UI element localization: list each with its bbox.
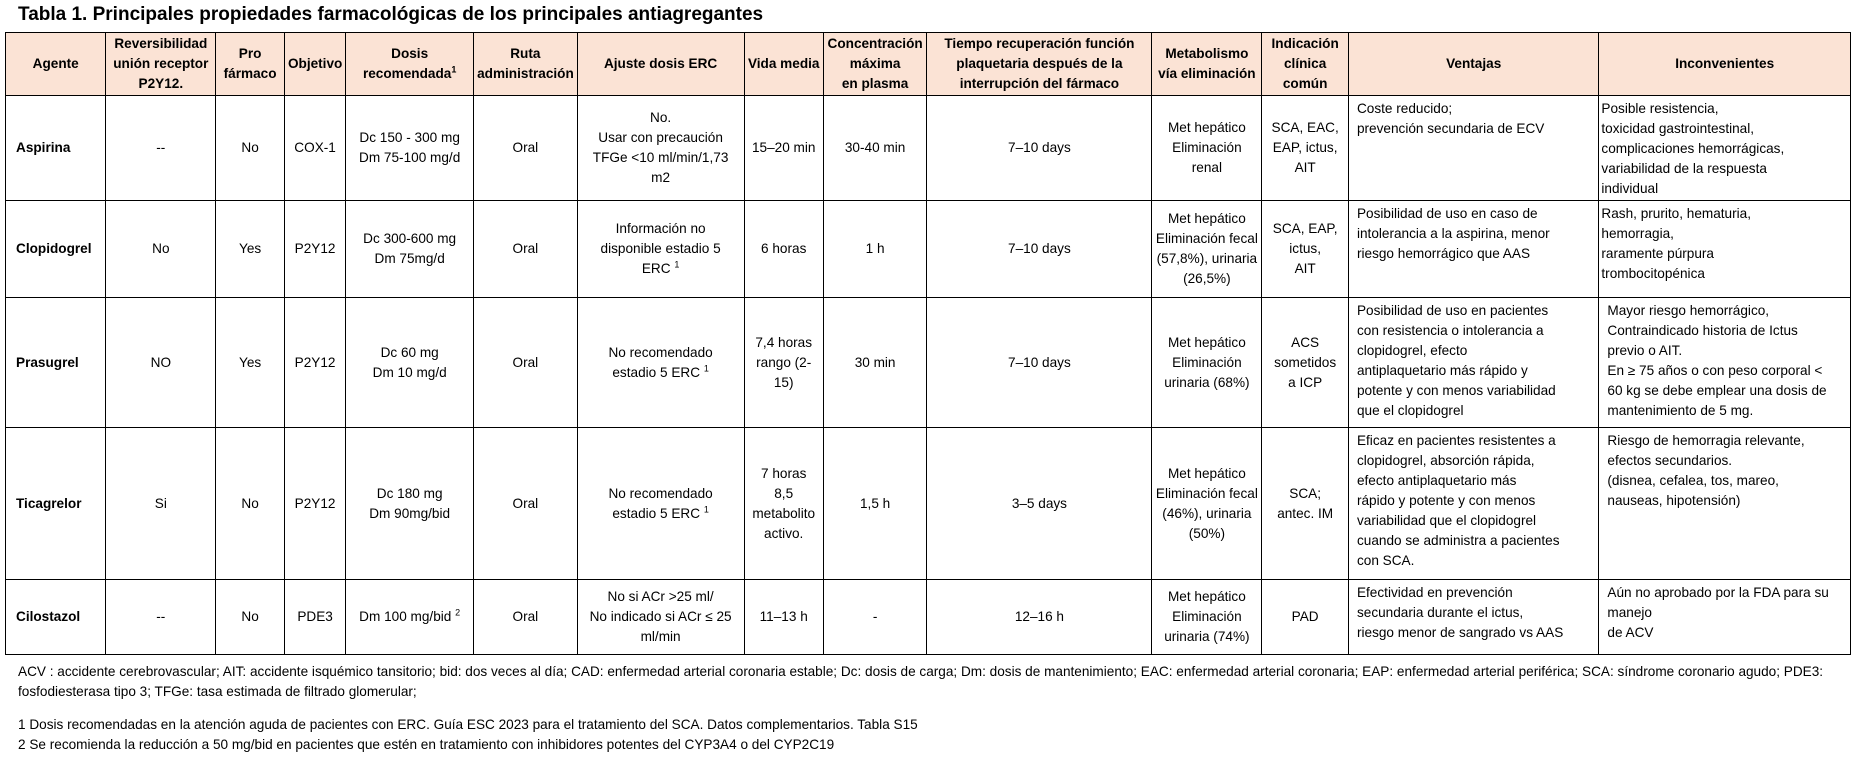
cell-metabolismo: Met hepático Eliminación urinaria (74%) — [1152, 580, 1262, 655]
cell-indicacion: SCA, EAP, ictus, AIT — [1262, 201, 1349, 298]
cell-dosis-text: Dm 100 mg/bid — [359, 609, 456, 624]
cell-vida-media: 6 horas — [744, 201, 823, 298]
cell-reversibilidad: Si — [106, 428, 216, 580]
header-indicacion: Indicación clínica común — [1262, 33, 1349, 96]
cell-agente: Prasugrel — [6, 298, 106, 428]
cell-recuperacion: 7–10 days — [927, 201, 1152, 298]
cell-recuperacion: 3–5 days — [927, 428, 1152, 580]
cell-dosis: Dc 300-600 mg Dm 75mg/d — [346, 201, 474, 298]
cell-objetivo: COX-1 — [284, 96, 345, 201]
cell-agente: Clopidogrel — [6, 201, 106, 298]
footnote-ref-1: 1 — [703, 362, 709, 373]
header-profarmaco: Pro fármaco — [216, 33, 285, 96]
cell-ventajas: Posibilidad de uso en pacientes con resistencia o intolerancia a clopidogrel, efecto antiplaquetario más rápido y potente y con menos variabilidad que el clopidogrel — [1348, 298, 1598, 428]
header-dosis-sup: 1 — [451, 64, 457, 75]
table-row-prasugrel — [6, 298, 1851, 428]
header-ajuste: Ajuste dosis ERC — [577, 33, 744, 96]
header-reversibilidad: Reversibilidad unión receptor P2Y12. — [106, 33, 216, 96]
table-title: Tabla 1. Principales propiedades farmacológicas de los principales antiagregantes — [18, 4, 764, 25]
footnote-1: 1 Dosis recomendadas en la atención aguda de pacientes con ERC. Guía ESC 2023 para el tratamiento del SCA. Datos complementarios. Tabla S15 — [18, 717, 918, 732]
footnote-ref-1: 1 — [674, 259, 680, 270]
cell-profarmaco: No — [216, 428, 285, 580]
cell-dosis — [346, 580, 474, 655]
cell-concentracion: 30-40 min — [823, 96, 927, 201]
cell-agente: Cilostazol — [6, 580, 106, 655]
cell-profarmaco: Yes — [216, 201, 285, 298]
cell-reversibilidad: NO — [106, 298, 216, 428]
header-vida-media: Vida media — [744, 33, 823, 96]
cell-ventajas: Coste reducido; prevención secundaria de ECV — [1348, 96, 1598, 201]
header-concentracion: Concentración máxima en plasma — [823, 33, 927, 96]
cell-dosis: Dc 180 mg Dm 90mg/bid — [346, 428, 474, 580]
cell-ruta: Oral — [474, 201, 578, 298]
cell-reversibilidad: -- — [106, 96, 216, 201]
cell-metabolismo: Met hepático Eliminación fecal (46%), urinaria (50%) — [1152, 428, 1262, 580]
table-notes — [18, 662, 1838, 755]
cell-objetivo: P2Y12 — [284, 298, 345, 428]
cell-recuperacion: 12–16 h — [927, 580, 1152, 655]
cell-ventajas: Eficaz en pacientes resistentes a clopidogrel, absorción rápida, efecto antiplaquetario más rápido y potente y con menos variabilidad que el clopidogrel cuando se administra a pacientes con SCA. — [1348, 428, 1598, 580]
cell-concentracion: - — [823, 580, 927, 655]
cell-indicacion: SCA, EAC, EAP, ictus, AIT — [1262, 96, 1349, 201]
cell-ajuste-text: No recomendado estadio 5 ERC — [608, 485, 713, 521]
cell-ruta: Oral — [474, 428, 578, 580]
cell-indicacion: PAD — [1262, 580, 1349, 655]
cell-objetivo: P2Y12 — [284, 428, 345, 580]
cell-ruta: Oral — [474, 298, 578, 428]
cell-concentracion: 30 min — [823, 298, 927, 428]
cell-inconvenientes: Mayor riesgo hemorrágico, Contraindicado historia de Ictus previo o AIT. En ≥ 75 años o con peso corporal < 60 kg se debe emplear una dosis de mantenimiento de 5 mg. — [1599, 298, 1851, 428]
cell-metabolismo: Met hepático Eliminación renal — [1152, 96, 1262, 201]
header-ventajas: Ventajas — [1348, 33, 1598, 96]
cell-concentracion: 1,5 h — [823, 428, 927, 580]
footnote-ref-1: 1 — [703, 503, 709, 514]
cell-objetivo: PDE3 — [284, 580, 345, 655]
cell-vida-media: 15–20 min — [744, 96, 823, 201]
cell-profarmaco: No — [216, 580, 285, 655]
cell-metabolismo: Met hepático Eliminación urinaria (68%) — [1152, 298, 1262, 428]
cell-ajuste-text: Información no disponible estadio 5 ERC — [600, 221, 721, 276]
cell-agente: Ticagrelor — [6, 428, 106, 580]
cell-recuperacion: 7–10 days — [927, 298, 1152, 428]
header-objetivo: Objetivo — [284, 33, 345, 96]
cell-ventajas: Efectividad en prevención secundaria durante el ictus, riesgo menor de sangrado vs AAS — [1348, 580, 1598, 655]
cell-inconvenientes: Posible resistencia, toxicidad gastrointestinal, complicaciones hemorrágicas, variabilidad de la respuesta individual — [1599, 96, 1851, 201]
pharmacology-table — [5, 32, 1851, 655]
cell-objetivo: P2Y12 — [284, 201, 345, 298]
header-metabolismo: Metabolismo vía eliminación — [1152, 33, 1262, 96]
header-dosis-label: Dosis recomendada — [362, 46, 452, 81]
cell-inconvenientes: Aún no aprobado por la FDA para su manejo de ACV — [1599, 580, 1851, 655]
header-row — [6, 33, 1851, 96]
header-agente: Agente — [6, 33, 106, 96]
cell-metabolismo: Met hepático Eliminación fecal (57,8%), urinaria (26,5%) — [1152, 201, 1262, 298]
cell-inconvenientes: Rash, prurito, hematuria, hemorragia, raramente púrpura trombocitopénica — [1599, 201, 1851, 298]
cell-dosis: Dc 60 mg Dm 10 mg/d — [346, 298, 474, 428]
cell-reversibilidad: No — [106, 201, 216, 298]
cell-recuperacion: 7–10 days — [927, 96, 1152, 201]
cell-dosis: Dc 150 - 300 mg Dm 75-100 mg/d — [346, 96, 474, 201]
cell-vida-media: 7,4 horas rango (2-15) — [744, 298, 823, 428]
cell-ajuste — [577, 201, 744, 298]
table-row-ticagrelor — [6, 428, 1851, 580]
cell-vida-media: 11–13 h — [744, 580, 823, 655]
cell-profarmaco: Yes — [216, 298, 285, 428]
header-inconvenientes: Inconvenientes — [1599, 33, 1851, 96]
cell-ajuste — [577, 298, 744, 428]
cell-ruta: Oral — [474, 96, 578, 201]
cell-ajuste-text: No recomendado estadio 5 ERC — [608, 344, 713, 380]
cell-inconvenientes: Riesgo de hemorragia relevante, efectos secundarios. (disnea, cefalea, tos, mareo, nauseas, hipotensión) — [1599, 428, 1851, 580]
table-row-cilostazol — [6, 580, 1851, 655]
header-dosis — [346, 33, 474, 96]
cell-ajuste — [577, 428, 744, 580]
cell-indicacion: SCA; antec. IM — [1262, 428, 1349, 580]
cell-ruta: Oral — [474, 580, 578, 655]
cell-concentracion: 1 h — [823, 201, 927, 298]
cell-reversibilidad: -- — [106, 580, 216, 655]
cell-ajuste: No. Usar con precaución TFGe <10 ml/min/1,73 m2 — [577, 96, 744, 201]
cell-ventajas: Posibilidad de uso en caso de intolerancia a la aspirina, menor riesgo hemorrágico que AAS — [1348, 201, 1598, 298]
cell-profarmaco: No — [216, 96, 285, 201]
footnote-ref-2: 2 — [455, 607, 461, 618]
cell-ajuste: No si ACr >25 ml/ No indicado si ACr ≤ 25 ml/min — [577, 580, 744, 655]
abbreviations-note: ACV : accidente cerebrovascular; AIT: accidente isquémico tansitorio; bid: dos veces al día; CAD: enfermedad arterial coronaria estable; Dc: dosis de carga; Dm: dosis de mantenimiento; EAC: enfermedad arterial coronaria; EAP: enfermedad arterial periférica; SCA: síndrome coronario agudo; PDE3: fosfodiesterasa tipo 3; TFGe: tasa estimada de filtrado glomerular; — [18, 664, 1824, 699]
table-row-clopidogrel — [6, 201, 1851, 298]
header-ruta: Ruta administración — [474, 33, 578, 96]
footnote-2: 2 Se recomienda la reducción a 50 mg/bid en pacientes que estén en tratamiento con inhibidores potentes del CYP3A4 o del CYP2C19 — [18, 737, 835, 752]
cell-vida-media: 7 horas 8,5 metabolito activo. — [744, 428, 823, 580]
table-row-aspirina — [6, 96, 1851, 201]
header-recuperacion: Tiempo recuperación función plaquetaria después de la interrupción del fármaco — [927, 33, 1152, 96]
cell-indicacion: ACS sometidos a ICP — [1262, 298, 1349, 428]
cell-agente: Aspirina — [6, 96, 106, 201]
